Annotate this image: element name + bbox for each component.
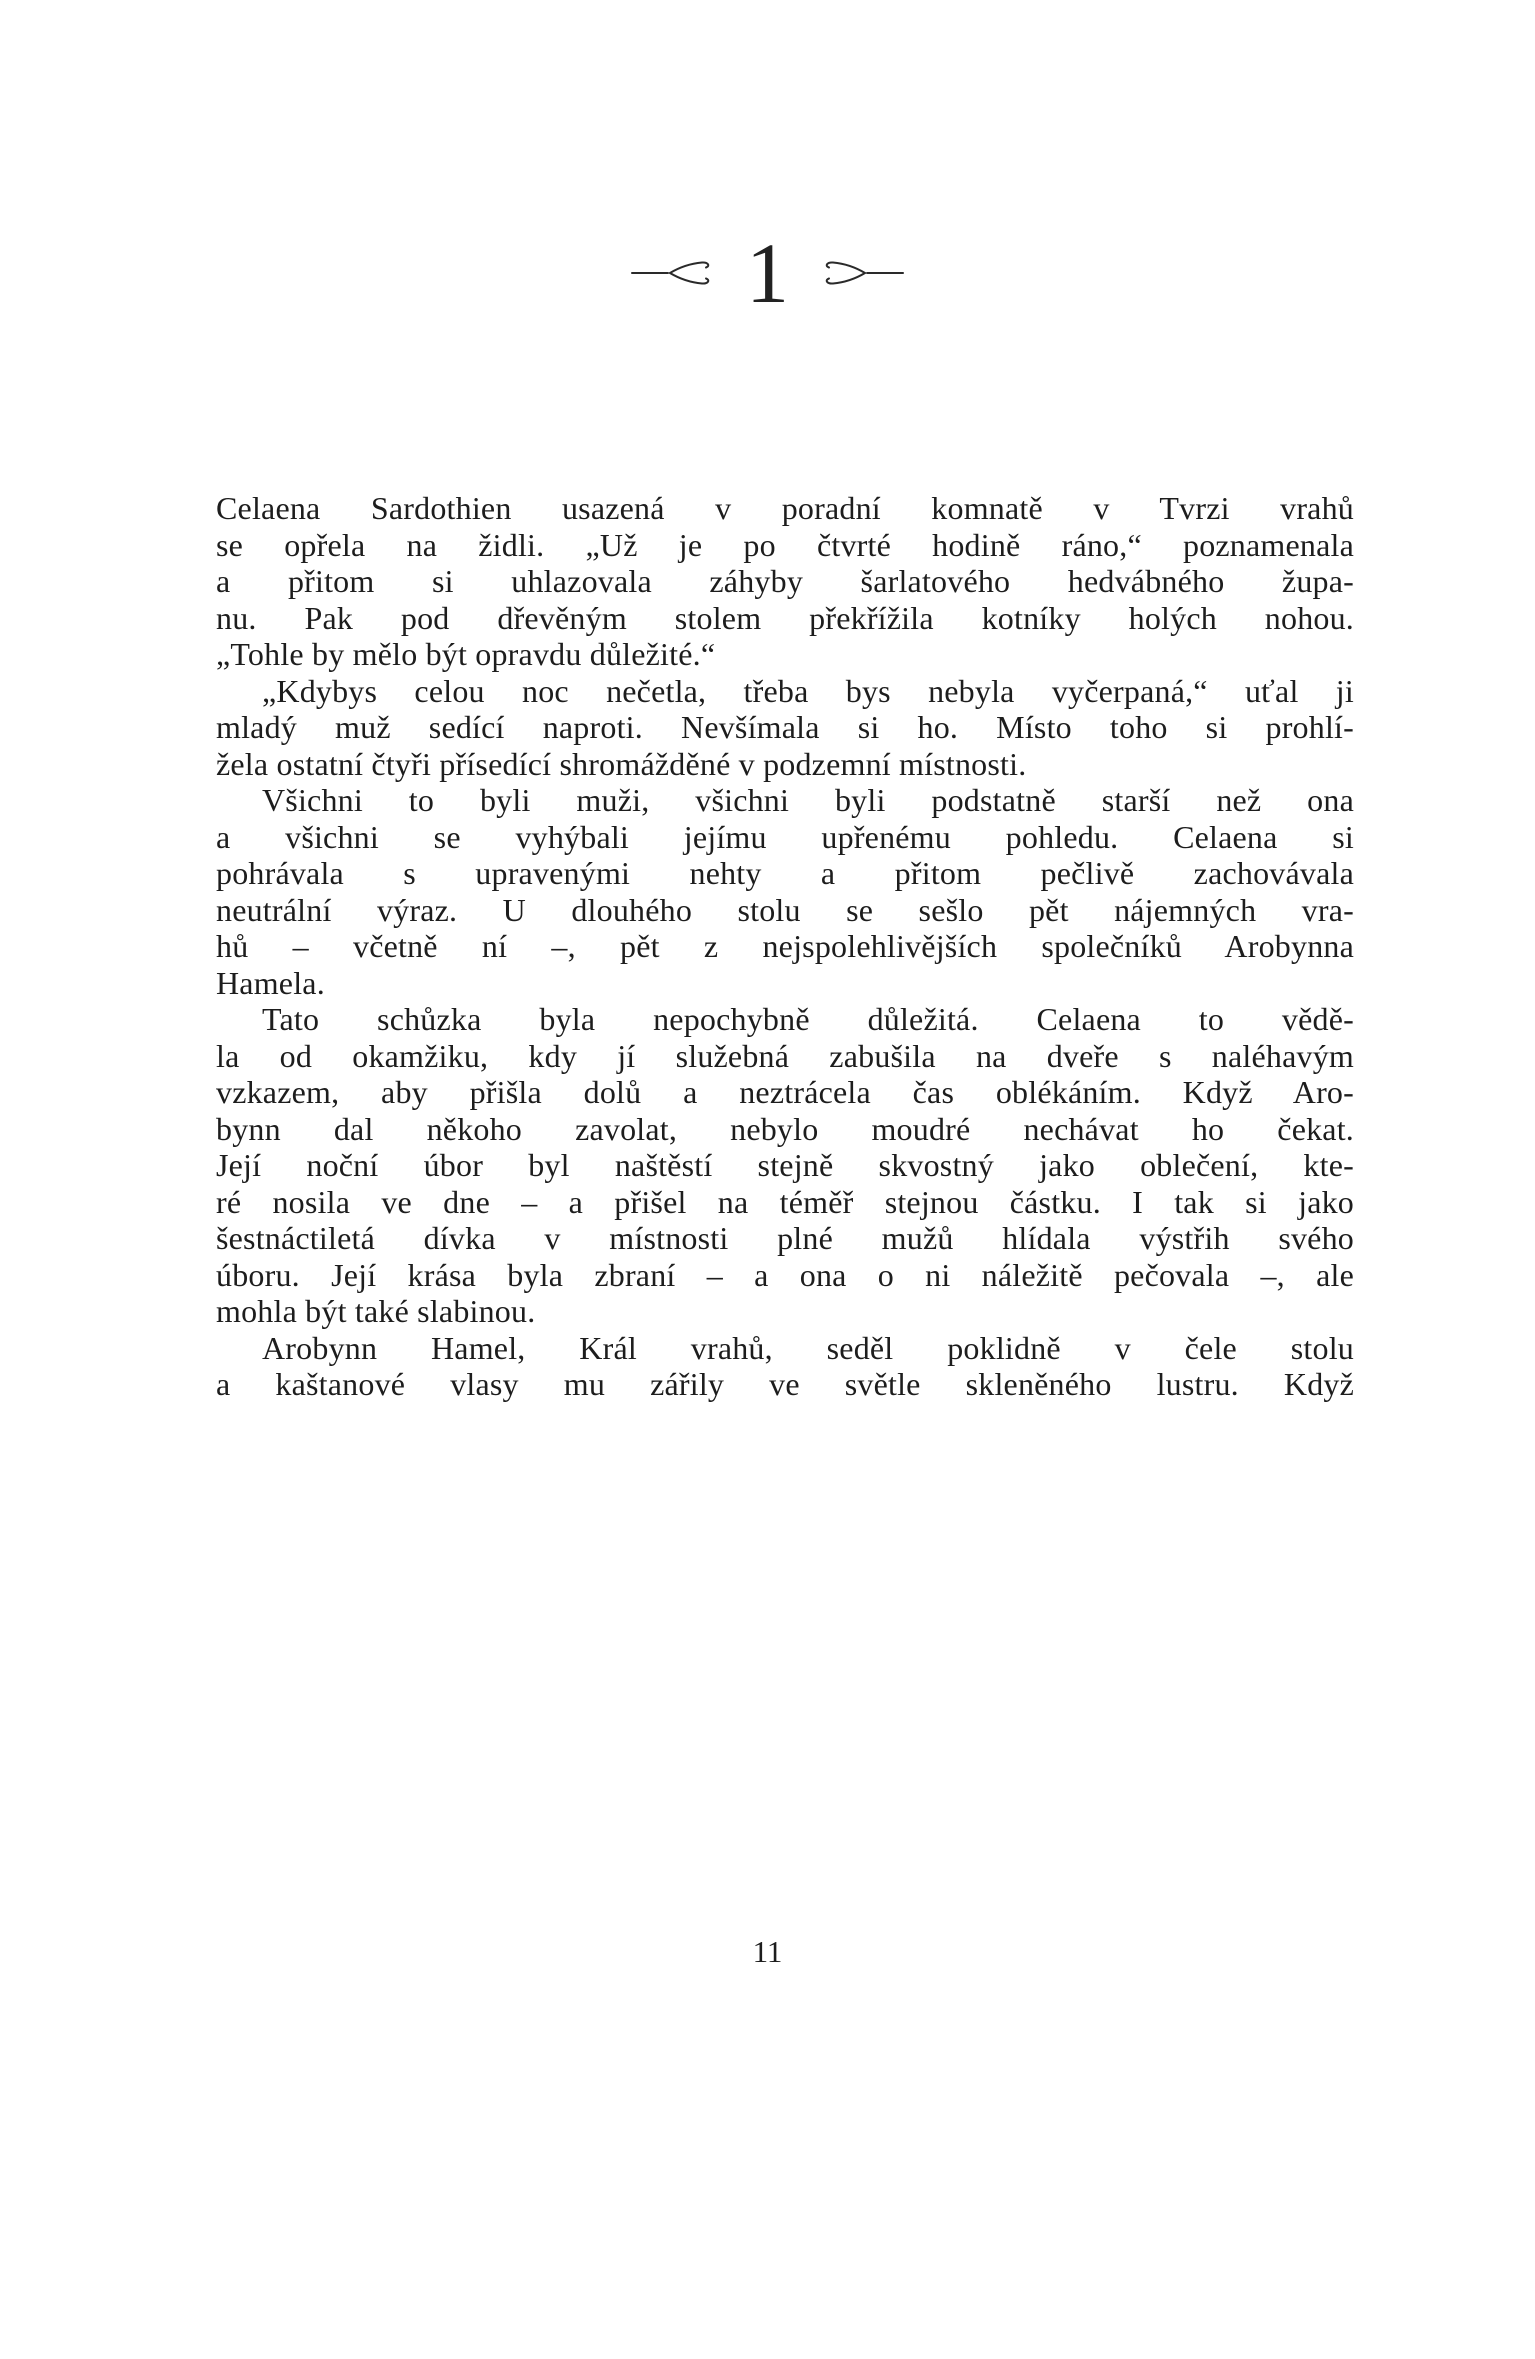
text-line: úboru. Její krása byla zbraní – a ona o ni náležitě pečovala –, ale [216,1256,1354,1293]
paragraph [216,490,1354,673]
body-text [216,490,1354,1403]
text-line: hů – včetně ní –, pět z nejspolehlivějších společníků Arobynna [216,928,1354,964]
paragraph [216,1001,1354,1330]
text-line: a přitom si uhlazovala záhyby šarlatového hedvábného župa- [216,563,1354,599]
paragraph [216,1330,1354,1403]
text-line: se opřela na židli. „Už je po čtvrté hodině ráno,“ poznamenala [216,526,1354,563]
text-line: nu. Pak pod dřevěným stolem překřížila kotníky holých nohou. [216,599,1354,636]
text-line: bynn dal někoho zavolat, nebylo moudré nechávat ho čekat. [216,1110,1354,1147]
text-line: vzkazem, aby přišla dolů a neztrácela čas oblékáním. Když Aro- [216,1074,1354,1110]
page-number: 11 [752,1934,783,1969]
text-line: žela ostatní čtyři přísedící shromážděné v podzemní místnosti. [216,745,1027,782]
text-line: ré nosila ve dne – a přišel na téměř stejnou částku. I tak si jako [216,1183,1354,1220]
text-line: la od okamžiku, kdy jí služebná zabušila na dveře s naléhavým [216,1037,1354,1074]
flourish-left-icon [630,258,716,288]
text-line: Její noční úbor byl naštěstí stejně skvostný jako oblečení, kte- [216,1147,1354,1183]
text-line: Všichni to byli muži, všichni byli podstatně starší než ona [262,782,1354,818]
text-line: neutrální výraz. U dlouhého stolu se sešlo pět nájemných vra- [216,891,1354,928]
paragraph [216,782,1354,1001]
text-line: „Tohle by mělo být opravdu důležité.“ [216,636,716,672]
text-line: mohla být také slabinou. [216,1293,536,1329]
chapter-heading [0,225,1535,321]
flourish-right-icon [819,258,905,288]
text-line: šestnáctiletá dívka v místnosti plné mužů hlídala výstřih svého [216,1220,1354,1256]
text-line: Hamela. [216,964,325,1001]
text-line: Tato schůzka byla nepochybně důležitá. Celaena to vědě- [262,1001,1354,1037]
text-line: Arobynn Hamel, Král vrahů, seděl poklidně v čele stolu [262,1329,1354,1366]
text-line: pohrávala s upravenými nehty a přitom pečlivě zachovávala [216,855,1354,891]
text-line: mladý muž sedící naproti. Nevšímala si ho. Místo toho si prohlí- [216,709,1354,745]
text-line: a všichni se vyhýbali jejímu upřenému pohledu. Celaena si [216,818,1354,855]
text-line: „Kdybys celou noc nečetla, třeba bys nebyla vyčerpaná,“ uťal ji [262,672,1354,709]
text-line: a kaštanové vlasy mu zářily ve světle skleněného lustru. Když [216,1366,1354,1402]
chapter-number: 1 [746,225,789,321]
text-line: Celaena Sardothien usazená v poradní komnatě v Tvrzi vrahů [216,490,1354,526]
paragraph [216,673,1354,783]
